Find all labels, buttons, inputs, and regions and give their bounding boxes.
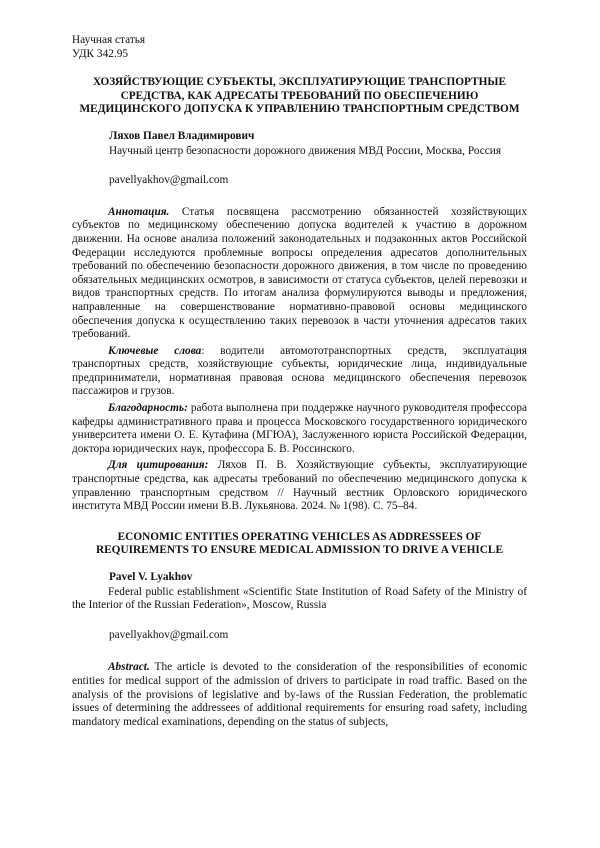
en-abstract bbox=[72, 661, 527, 729]
ru-citation bbox=[72, 459, 527, 513]
ru-affiliation: Научный центр безопасности дорожного движения МВД России, Москва, Россия bbox=[109, 144, 502, 157]
ru-ack-label: Благодарность: bbox=[108, 402, 188, 415]
ru-keywords-text: : водители автомототранспортных средств, эксплуатация транспортных средств, хозяйствующие субъекты, юридические лица, индивидуальные предприниматели, нормативная правовая основа медицинского обеспечения перевозок пассажиров и грузов. bbox=[72, 344, 527, 398]
ru-cite-text: Ляхов П. В. Хозяйствующие субъекты, эксплуатирующие транспортные средства, как адресаты требований по обеспечению медицинского допуска к управлению транспортным средством // Научный вестник Орловского юридического института МВД России имени В.В. Лукьянова. 2024. № 1(98). С. 75–84. bbox=[72, 459, 527, 513]
en-affiliation: Federal public establishment «Scientific State Institution of Road Safety of the Ministry of the Interior of the Russian Federation», Moscow, Russia bbox=[72, 585, 527, 612]
ru-author: Ляхов Павел Владимирович bbox=[109, 129, 255, 142]
en-abstract-text: The article is devoted to the consideration of the responsibilities of economic entities for medical support of the admission of drivers to participate in road traffic. Based on the analysis of the provisions of legislative and by-laws of the Russian Federation, the problematic issues of determining the addressees of additional requirements for ensuring road safety, including mandatory medical examinations, depending on the status of subjects, bbox=[72, 661, 527, 728]
ru-acknowledgement bbox=[72, 402, 527, 456]
udc-code: УДК 342.95 bbox=[72, 47, 128, 60]
ru-keywords-label: Ключевые слова bbox=[108, 344, 202, 357]
en-abstract-label: Abstract. bbox=[108, 661, 150, 674]
ru-abstract-text: Статья посвящена рассмотрению обязанностей хозяйствующих субъектов по медицинскому обеспечению допуска водителей к участию в дорожном движении. На основе анализа положений законодательных и подзаконных актов Российской Федерации исследуются проблемные вопросы определения адресатов дополнительных требований по обеспечению безопасности дорожного движения, в том числе по проведению обязательных медицинских осмотров, в зависимости от статуса субъектов, целей перевозки и видов транспортных средств. По итогам анализа формулируются выводы и предложения, направленные на совершенствование нормативно-правовой основы медицинского обеспечения допуска к осуществлению таких перевозок в части уточнения адресатов таких требований. bbox=[72, 205, 527, 341]
ru-email: pavellyakhov@gmail.com bbox=[109, 174, 229, 187]
ru-abstract bbox=[72, 206, 527, 342]
ru-abstract-label: Аннотация. bbox=[108, 205, 170, 218]
en-email: pavellyakhov@gmail.com bbox=[109, 628, 229, 641]
ru-title: ХОЗЯЙСТВУЮЩИЕ СУБЪЕКТЫ, ЭКСПЛУАТИРУЮЩИЕ ТРАНСПОРТНЫЕ СРЕДСТВА, КАК АДРЕСАТЫ ТРЕБОВАНИЙ ПО ОБЕСПЕЧЕНИЮ МЕДИЦИНСКОГО ДОПУСКА К УПРАВЛЕНИЮ ТРАНСПОРТНЫМ СРЕДСТВОМ bbox=[79, 76, 520, 116]
ru-cite-label: Для цитирования: bbox=[108, 459, 209, 472]
en-author: Pavel V. Lyakhov bbox=[109, 571, 193, 583]
article-type: Научная статья bbox=[72, 34, 146, 46]
ru-ack-text: работа выполнена при поддержке научного руководителя профессора кафедры административного права и процесса Московского государственного юридического университета имени О. Е. Кутафина (МГЮА), Заслуженного юриста Российской Федерации, доктора юридических наук, профессора Б. В. Россинского. bbox=[72, 402, 527, 455]
en-title: ECONOMIC ENTITIES OPERATING VEHICLES AS ADDRESSEES OF REQUIREMENTS TO ENSURE MEDICAL ADMISSION TO DRIVE A VEHICLE bbox=[95, 530, 503, 557]
ru-keywords bbox=[72, 345, 527, 399]
